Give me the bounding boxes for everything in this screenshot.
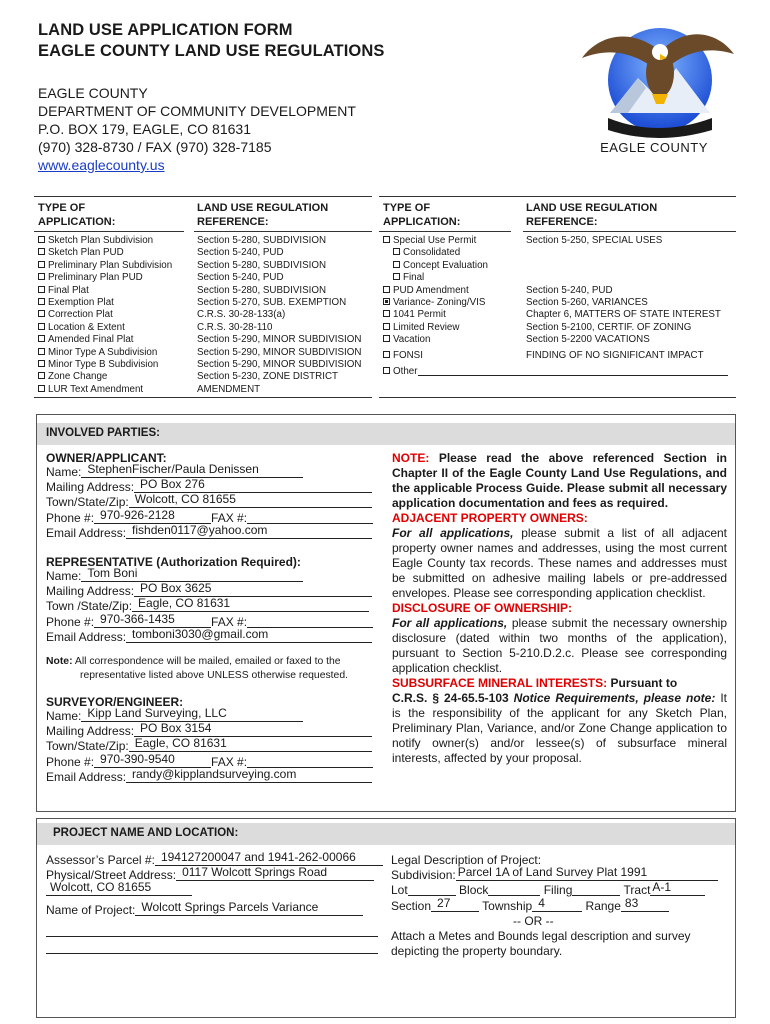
project-name-input[interactable]: Wolcott Springs Parcels Variance: [135, 903, 363, 916]
rep-email-field: Email Address: tomboni3030@gmail.com: [46, 630, 386, 645]
owner-town-input[interactable]: Wolcott, CO 81655: [129, 495, 372, 508]
blank-input[interactable]: [46, 941, 378, 954]
owner-mailing-field: Mailing Address: PO Box 276: [46, 480, 386, 495]
checkbox[interactable]: [383, 335, 390, 342]
surveyor-name-input[interactable]: Kipp Land Surveying, LLC: [81, 709, 303, 722]
surveyor-phone-input[interactable]: 970-390-9540: [94, 755, 211, 768]
owner-fax-input[interactable]: [247, 511, 373, 524]
surveyor-town-input[interactable]: Eagle, CO 81631: [129, 739, 372, 752]
checkbox[interactable]: [393, 261, 400, 268]
list-item[interactable]: Consolidated: [383, 247, 728, 259]
rep-town-input[interactable]: Eagle, CO 81631: [132, 599, 369, 612]
list-item[interactable]: Preliminary Plan Subdivision: [38, 260, 172, 272]
list-item[interactable]: LUR Text Amendment: [38, 384, 172, 396]
section-input[interactable]: 27: [431, 899, 479, 912]
list-item[interactable]: PUD Amendment: [383, 285, 728, 297]
project-section: [36, 818, 736, 1018]
checkbox[interactable]: [383, 286, 390, 293]
surveyor-town-field: Town/State/Zip: Eagle, CO 81631: [46, 739, 386, 754]
owner-email-field: Email Address: fishden0117@yahoo.com: [46, 526, 386, 541]
owner-phone-input[interactable]: 970-926-2128: [94, 511, 211, 524]
divider: [379, 231, 511, 232]
block-input[interactable]: [488, 883, 540, 896]
project-left-col: [46, 850, 386, 956]
list-item[interactable]: Variance- Zoning/VIS: [383, 297, 728, 309]
list-item[interactable]: Zone Change: [38, 371, 172, 383]
adjacent-owners-text: For all applications, please submit a list of all adjacent property owner names and addresses, using the most current Eagle County tax records. These names and addresses must be submitted on adhesive mailing labels or pre-addressed envelopes. Please see corresponding application checklist.: [392, 526, 728, 600]
township-input[interactable]: 4: [532, 899, 582, 912]
blank-input[interactable]: [46, 924, 378, 937]
surveyor-email-input[interactable]: randy@kipplandsurveying.com: [126, 770, 372, 783]
owner-name-field: Name: StephenFischer/Paula Denissen: [46, 465, 386, 480]
checkbox[interactable]: [383, 351, 390, 358]
list-item[interactable]: FONSI: [383, 350, 728, 362]
rep-mailing-input[interactable]: PO Box 3625: [134, 584, 372, 597]
checkbox[interactable]: [383, 323, 390, 330]
subdivision-field: Subdivision: Parcel 1A of Land Survey Plat 1991: [391, 868, 731, 883]
logo-wordmark: EAGLE COUNTY: [600, 140, 708, 155]
subdivision-input[interactable]: Parcel 1A of Land Survey Plat 1991: [456, 868, 718, 881]
section-band: [37, 823, 735, 845]
list-item[interactable]: Minor Type A Subdivision: [38, 347, 172, 359]
list-item[interactable]: Special Use Permit: [383, 235, 728, 247]
representative-heading: REPRESENTATIVE (Authorization Required):: [46, 555, 301, 570]
checkbox[interactable]: [38, 273, 45, 280]
org-name: EAGLE COUNTY: [38, 85, 148, 101]
section-township-range: Section 27 Township 4 Range 83: [391, 899, 731, 914]
application-types-left: [34, 196, 372, 398]
section-title: PROJECT NAME AND LOCATION:: [53, 827, 239, 839]
parties-left-col: [46, 451, 386, 785]
lot-input[interactable]: [408, 883, 456, 896]
street-field: Physical/Street Address: 0117 Wolcott Springs Road: [46, 868, 386, 883]
list-item[interactable]: Preliminary Plan PUD: [38, 272, 172, 284]
checkbox[interactable]: [38, 236, 45, 243]
street-input[interactable]: 0117 Wolcott Springs Road: [176, 868, 374, 881]
list-item[interactable]: Exemption Plat: [38, 297, 172, 309]
project-blank-line: [46, 941, 386, 956]
owner-phone-field: Phone #: 970-926-2128 FAX #:: [46, 511, 386, 526]
rep-phone-field: Phone #: 970-366-1435 FAX #:: [46, 615, 386, 630]
correspondence-note: Note: All correspondence will be mailed, emailed or faxed to the representative listed above UNLESS otherwise requested.: [46, 656, 348, 682]
section-title: INVOLVED PARTIES:: [46, 427, 160, 439]
owner-heading: OWNER/APPLICANT:: [46, 451, 167, 465]
parcel-field: Assessor’s Parcel #: 194127200047 and 1941-262-00066: [46, 853, 386, 868]
list-item[interactable]: 1041 Permit: [383, 309, 728, 321]
divider: [34, 231, 184, 232]
disclosure-heading: DISCLOSURE OF OWNERSHIP:: [392, 601, 573, 615]
rep-fax-input[interactable]: [247, 615, 373, 628]
surveyor-name-field: Name: Kipp Land Surveying, LLC: [46, 709, 386, 724]
checkbox[interactable]: [383, 310, 390, 317]
website-link[interactable]: www.eaglecounty.us: [38, 157, 165, 173]
checkbox[interactable]: [383, 367, 390, 374]
list-item[interactable]: Sketch Plan Subdivision: [38, 235, 172, 247]
range-input[interactable]: 83: [621, 899, 669, 912]
reference-list: Section 5-250, SPECIAL USES Section 5-240, PUD Section 5-260, VARIANCES Chapter 6, MATTERS OF STATE INTEREST Section 5-2100, CERTIF. OF ZONING Section 5-2200 VACATIONS FINDING OF NO SIGNIFICANT IMPACT: [526, 235, 721, 361]
list-item[interactable]: Other: [383, 366, 728, 378]
reference-col-header: LAND USE REGULATION REFERENCE:: [526, 202, 658, 228]
section-band: [37, 423, 735, 445]
instructions-note: NOTE: Please read the above referenced Section in Chapter II of the Eagle County Land Use Regulations, and the applicable Process Guide. Please submit all necessary application documentation and fees as required.: [392, 451, 727, 510]
checkbox[interactable]: [38, 298, 45, 305]
list-item[interactable]: Final Plat: [38, 285, 172, 297]
list-item[interactable]: Correction Plat: [38, 309, 172, 321]
checkbox[interactable]: [383, 236, 390, 243]
project-name-field: Name of Project: Wolcott Springs Parcels Variance: [46, 903, 386, 918]
divider: [523, 231, 736, 232]
street2-input[interactable]: Wolcott, CO 81655: [46, 883, 192, 896]
tract-input[interactable]: A-1: [650, 883, 705, 896]
list-item[interactable]: Final: [383, 272, 728, 284]
owner-town-field: Town/State/Zip: Wolcott, CO 81655: [46, 495, 386, 510]
checkbox[interactable]: [38, 348, 45, 355]
divider: [194, 231, 372, 232]
department-info: [38, 84, 356, 174]
rep-phone-input[interactable]: 970-366-1435: [94, 615, 211, 628]
involved-parties-section: [36, 414, 736, 812]
rep-name-field: Name: Tom Boni: [46, 569, 386, 584]
surveyor-fax-input[interactable]: [247, 755, 373, 768]
checkbox[interactable]: [38, 261, 45, 268]
type-checklist: [38, 235, 172, 396]
checkbox[interactable]: [38, 372, 45, 379]
list-item[interactable]: Concept Evaluation: [383, 260, 728, 272]
street2-field: [46, 880, 386, 898]
type-col-header: TYPE OF APPLICATION:: [383, 202, 461, 228]
adjacent-owners-heading: ADJACENT PROPERTY OWNERS:: [392, 511, 588, 525]
list-item[interactable]: Amended Final Plat: [38, 334, 172, 346]
checkbox[interactable]: [38, 323, 45, 330]
owner-mailing-input[interactable]: PO Box 276: [134, 480, 372, 493]
list-item[interactable]: Minor Type B Subdivision: [38, 359, 172, 371]
surveyor-email-field: Email Address: randy@kipplandsurveying.com: [46, 770, 386, 785]
lot-block-filing-tract: Lot Block Filing Tract A-1: [391, 883, 731, 898]
checkbox[interactable]: [38, 385, 45, 392]
form-title-line2: EAGLE COUNTY LAND USE REGULATIONS: [38, 42, 385, 60]
project-blank-line: [46, 924, 386, 939]
type-col-header: TYPE OF APPLICATION:: [38, 202, 116, 228]
list-item[interactable]: Vacation: [383, 334, 728, 346]
rep-town-field: Town /State/Zip: Eagle, CO 81631: [46, 599, 386, 614]
dept-phone: (970) 328-8730 / FAX (970) 328-7185: [38, 139, 272, 155]
checkbox[interactable]: [38, 248, 45, 255]
mineral-text: C.R.S. § 24-65.5-103 Notice Requirements, please note: It is the responsibility of the applicant for any Sketch Plan, Preliminary Plan, Variance, and/or Zone Change application to notify owner(s) and/or lessee(s) of subsurface mineral interests, affected by your proposal.: [392, 691, 727, 765]
list-item[interactable]: Sketch Plan PUD: [38, 247, 172, 259]
or-divider: -- OR --: [513, 913, 554, 928]
owner-name-input[interactable]: StephenFischer/Paula Denissen: [81, 465, 303, 478]
list-item[interactable]: Limited Review: [383, 322, 728, 334]
surveyor-heading: SURVEYOR/ENGINEER:: [46, 695, 184, 710]
other-input[interactable]: [418, 366, 728, 376]
dept-address: P.O. BOX 179, EAGLE, CO 81631: [38, 121, 251, 137]
surveyor-mailing-field: Mailing Address: PO Box 3154: [46, 724, 386, 739]
application-types-right: [379, 196, 736, 398]
checkbox[interactable]: [393, 273, 400, 280]
list-item[interactable]: Location & Extent: [38, 322, 172, 334]
application-instructions: [392, 451, 727, 766]
form-title: [38, 20, 384, 62]
checkbox[interactable]: [393, 248, 400, 255]
checkbox[interactable]: [38, 286, 45, 293]
filing-input[interactable]: [572, 883, 620, 896]
owner-email-input[interactable]: fishden0117@yahoo.com: [126, 526, 372, 539]
surveyor-mailing-input[interactable]: PO Box 3154: [134, 724, 372, 737]
reference-col-header: LAND USE REGULATION REFERENCE:: [197, 202, 329, 228]
legal-description: [391, 853, 731, 959]
parcel-input[interactable]: 194127200047 and 1941-262-00066: [155, 853, 383, 866]
disclosure-text: For all applications, please submit the necessary ownership disclosure (dated within two months of the application), pursuant to Section 5-210.D.2.c. Please see corresponding application checklist.: [392, 616, 727, 675]
checkbox[interactable]: [38, 310, 45, 317]
legal-heading: Legal Description of Project:: [391, 853, 542, 867]
mineral-heading: SUBSURFACE MINERAL INTERESTS: Pursuant to: [392, 676, 678, 690]
checkbox[interactable]: [38, 360, 45, 367]
dept-name: DEPARTMENT OF COMMUNITY DEVELOPMENT: [38, 103, 356, 119]
attach-instructions: Attach a Metes and Bounds legal description and survey depicting the property boundary.: [391, 929, 691, 959]
rep-email-input[interactable]: tomboni3030@gmail.com: [126, 630, 372, 643]
form-title-line1: LAND USE APPLICATION FORM: [38, 21, 293, 39]
checkbox-checked[interactable]: [383, 298, 390, 305]
surveyor-phone-field: Phone #: 970-390-9540 FAX #:: [46, 755, 386, 770]
rep-name-input[interactable]: Tom Boni: [81, 569, 303, 582]
checkbox[interactable]: [38, 335, 45, 342]
reference-list: Section 5-280, SUBDIVISION Section 5-240, PUD Section 5-280, SUBDIVISION Section 5-240, PUD Section 5-280, SUBDIVISION Section 5-270, SUB. EXEMPTION C.R.S. 30-28-133(a) C.R.S. 30-28-110 Section 5-290, MINOR SUBDIVISION Section 5-290, MINOR SUBDIVISION Section 5-290, MINOR SUBDIVISION Section 5-230, ZONE DISTRICT AMENDMENT: [197, 235, 362, 395]
rep-mailing-field: Mailing Address: PO Box 3625: [46, 584, 386, 599]
